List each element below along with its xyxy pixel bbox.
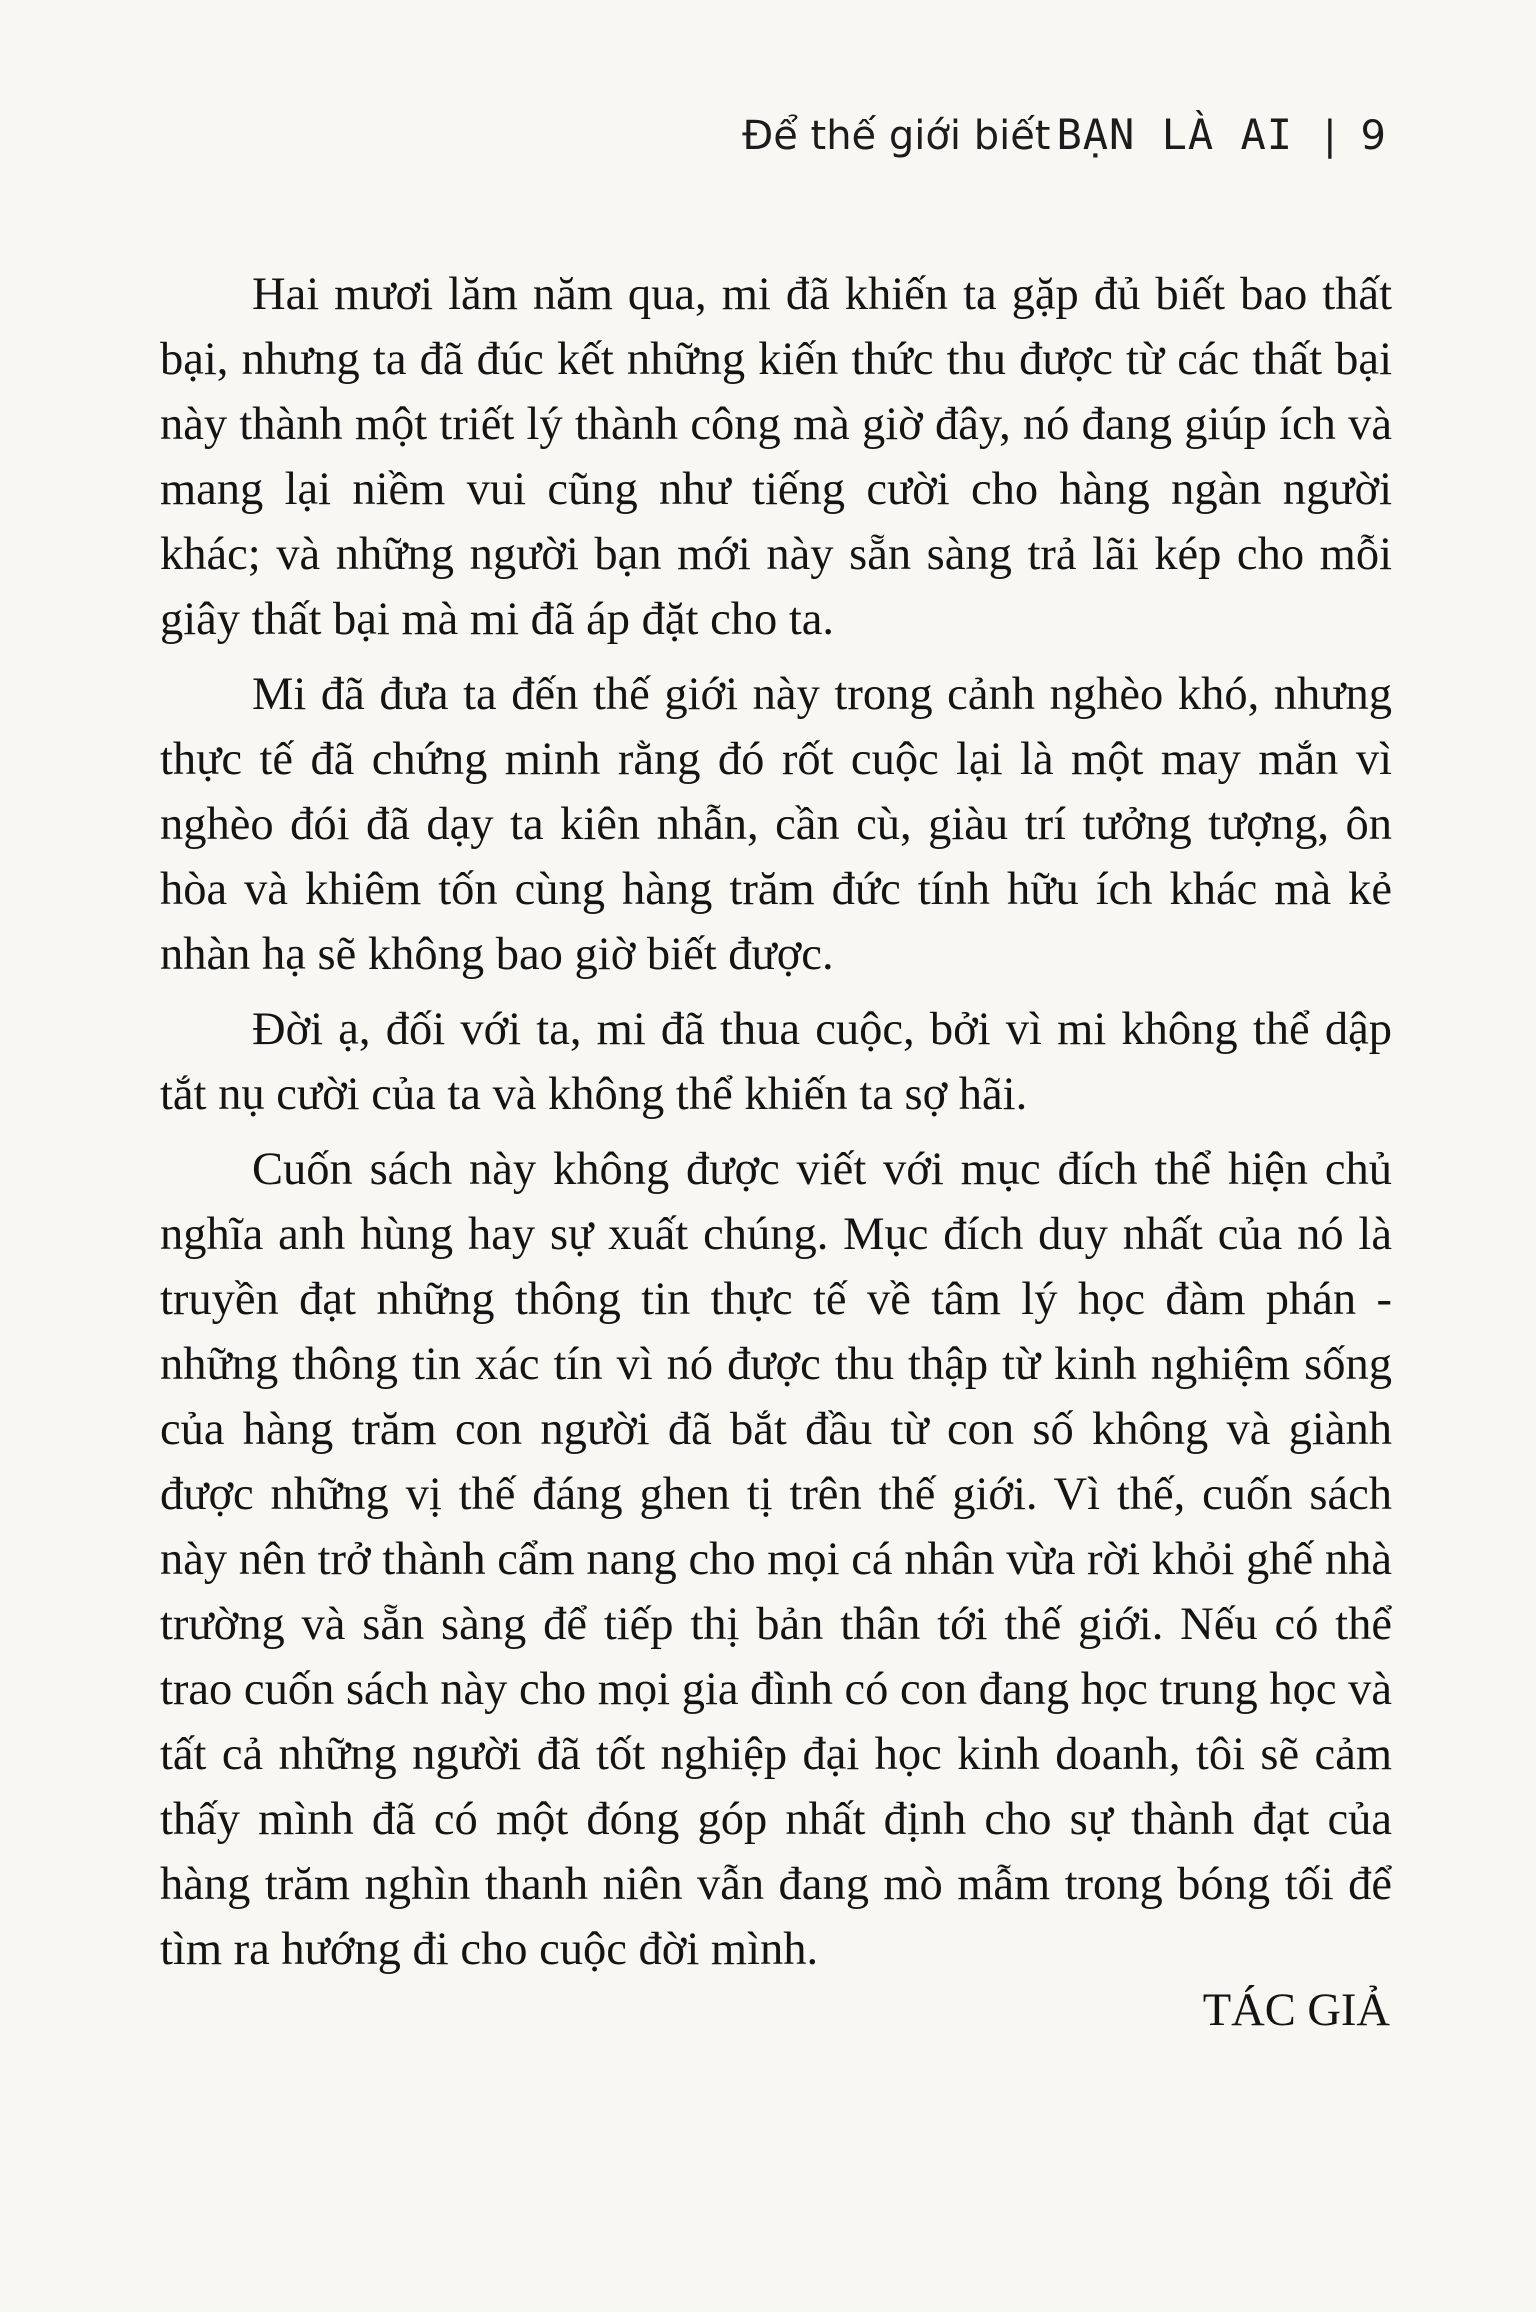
book-title: Để thế giới biết [742,113,1051,159]
paragraph: Đời ạ, đối với ta, mi đã thua cuộc, bởi vì mi không thể dập tắt nụ cười của ta và không thể khiến ta sợ hãi. [160,1004,1392,1120]
header-separator: | [1323,113,1337,159]
body-text [160,262,1392,1992]
author-signature: TÁC GIẢ [1202,1985,1390,2036]
book-title-emphasis: BẠN LÀ AI [1056,110,1294,159]
page-number: 9 [1360,113,1386,159]
paragraph: Mi đã đưa ta đến thế giới này trong cảnh nghèo khó, nhưng thực tế đã chứng minh rằng đó rốt cuộc lại là một may mắn vì nghèo đói đã dạy ta kiên nhẫn, cần cù, giàu trí tưởng tượng, ôn hòa và khiêm tốn cùng hàng trăm đức tính hữu ích khác mà kẻ nhàn hạ sẽ không bao giờ biết được. [160,669,1392,980]
paragraph: Hai mươi lăm năm qua, mi đã khiến ta gặp đủ biết bao thất bại, nhưng ta đã đúc kết những kiến thức thu được từ các thất bại này thành một triết lý thành công mà giờ đây, nó đang giúp ích và mang lại niềm vui cũng như tiếng cười cho hàng ngàn người khác; và những người bạn mới này sẵn sàng trả lãi kép cho mỗi giây thất bại mà mi đã áp đặt cho ta. [160,269,1392,645]
paragraph: Cuốn sách này không được viết với mục đích thể hiện chủ nghĩa anh hùng hay sự xuất chúng. Mục đích duy nhất của nó là truyền đạt những thông tin thực tế về tâm lý học đàm phán - những thông tin xác tín vì nó được thu thập từ kinh nghiệm sống của hàng trăm con người đã bắt đầu từ con số không và giành được những vị thế đáng ghen tị trên thế giới. Vì thế, cuốn sách này nên trở thành cẩm nang cho mọi cá nhân vừa rời khỏi ghế nhà trường và sẵn sàng để tiếp thị bản thân tới thế giới. Nếu có thể trao cuốn sách này cho mọi gia đình có con đang học trung học và tất cả những người đã tốt nghiệp đại học kinh doanh, tôi sẽ cảm thấy mình đã có một đóng góp nhất định cho sự thành đạt của hàng trăm nghìn thanh niên vẫn đang mò mẫm trong bóng tối để tìm ra hướng đi cho cuộc đời mình. [160,1144,1392,1975]
running-header [742,110,1386,159]
